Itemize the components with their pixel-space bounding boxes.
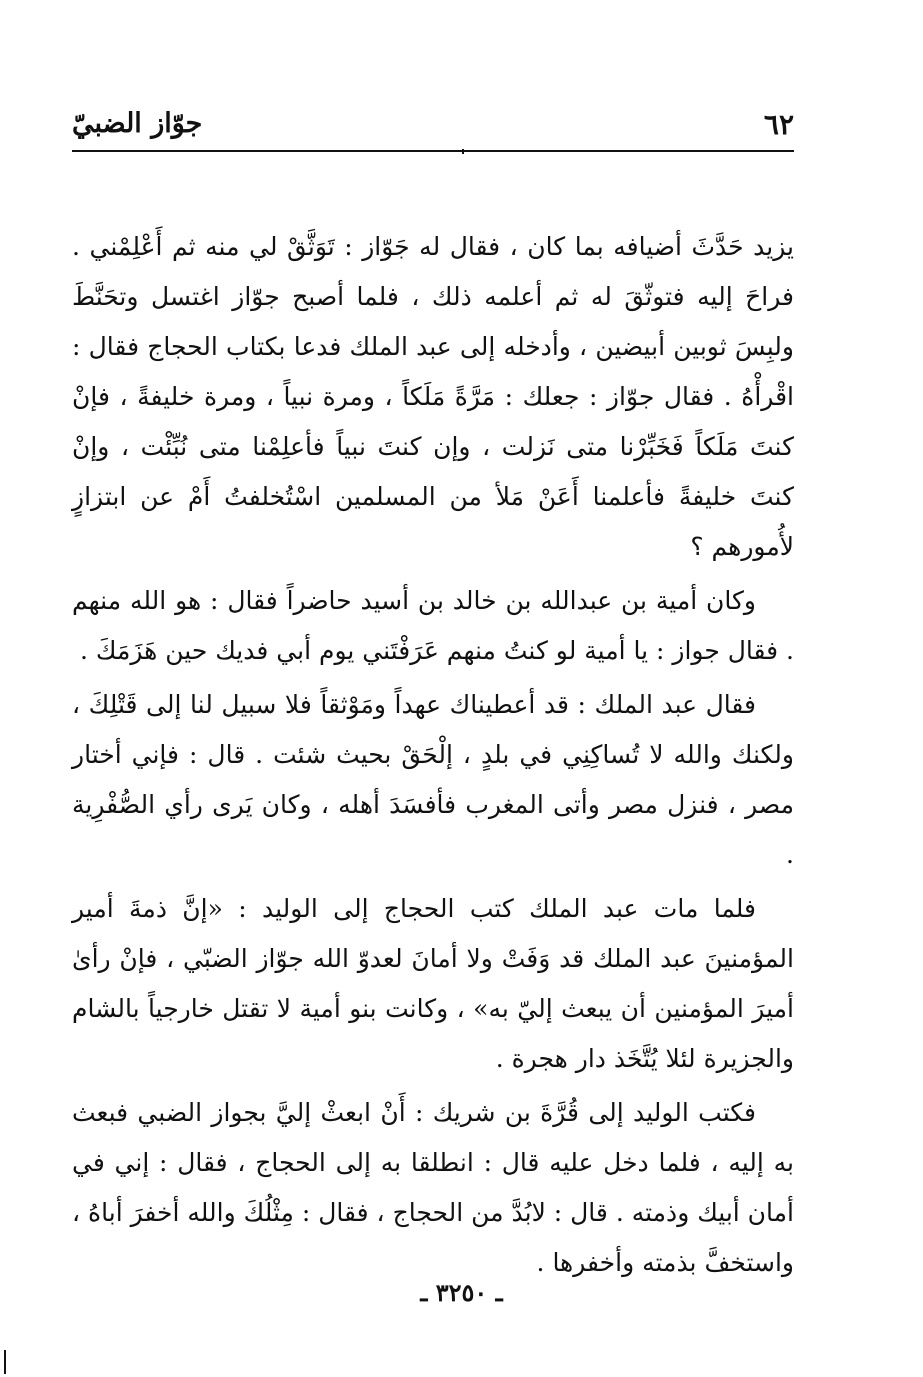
page-number: ٦٢ xyxy=(763,108,794,141)
paragraph-4: فلما مات عبد الملك كتب الحجاج إلى الوليد : «إنَّ ذمةَ أمير المؤمنينَ عبد الملك قد وَفَتْ ولا أمانَ لعدوّ الله جوّاز الضبّي ، فإنْ رأىٰ أميرَ المؤمنين أن يبعث إليّ به» ، وكانت بنو أمية لا تقتل خارجياً بالشام والجزيرة لئلا يُتَّخَذ دار هجرة . xyxy=(72,894,794,1073)
running-title: جوّاز الضبيّ xyxy=(72,108,203,139)
folio-number: ـ ٣٢٥٠ ـ xyxy=(420,1278,503,1307)
paragraph-1: يزيد حَدَّثَ أضيافه بما كان ، فقال له جَوّاز : تَوَثَّقْ لي منه ثم أَعْلِمْني . فراحَ إليه فتوثّقَ له ثم أعلمه ذلك ، فلما أصبح جوّاز اغتسل وتحَنَّطَ ولبِسَ ثوبين أبيضين ، وأدخله إلى عبد الملك فدعا بكتاب الحجاج فقال : اقْرأْهُ . فقال جوّاز : جعلك : مَرَّةً مَلَكاً ، ومرة نبياً ، ومرة خليفةً ، فإنْ كنتَ مَلَكاً فَخَبِّرْنا متى نَزلت ، وإن كنتَ نبياً فأعلِمْنا متى نُبِّئْت ، وإنْ كنتَ خليفةً فأعلمنا أَعَنْ مَلأ من المسلمين اسْتُخلفتُ أَمْ عن ابتزازٍ لأُمورهم ؟ xyxy=(72,232,794,561)
scan-edge-mark xyxy=(4,1350,6,1374)
header-divider xyxy=(72,150,794,152)
paragraph-2: وكان أمية بن عبدالله بن خالد بن أسيد حاضراً فقال : هو الله منهم . فقال جواز : يا أمية لو كنتُ منهم عَرَفْتَني يوم أبي فديك حين هَزَمَكَ . xyxy=(72,586,794,665)
body-text xyxy=(72,222,794,1288)
header-divider-mark xyxy=(462,149,464,154)
paragraph-5: فكتب الوليد إلى قُرَّةَ بن شريك : أَنْ ابعثْ إليَّ بجواز الضبي فبعث به إليه ، فلما دخل عليه قال : انطلقا به إلى الحجاج ، فقال : إني في أمان أبيك وذمته . قال : لابُدَّ من الحجاج ، فقال : مِثْلُكَ والله أخفرَ أباهُ ، واستخفَّ بذمته وأخفرها . xyxy=(72,1098,794,1277)
page-header xyxy=(72,104,794,150)
paragraph-3: فقال عبد الملك : قد أعطيناك عهداً ومَوْثقاً فلا سبيل لنا إلى قَتْلِكَ ، ولكنك والله لا تُساكِنِي في بلدٍ ، إلْحَقْ بحيث شئت . قال : فإني أختار مصر ، فنزل مصر وأتى المغرب فأفسَدَ أهله ، وكان يَرى رأي الصُّفْرِية . xyxy=(72,690,794,869)
